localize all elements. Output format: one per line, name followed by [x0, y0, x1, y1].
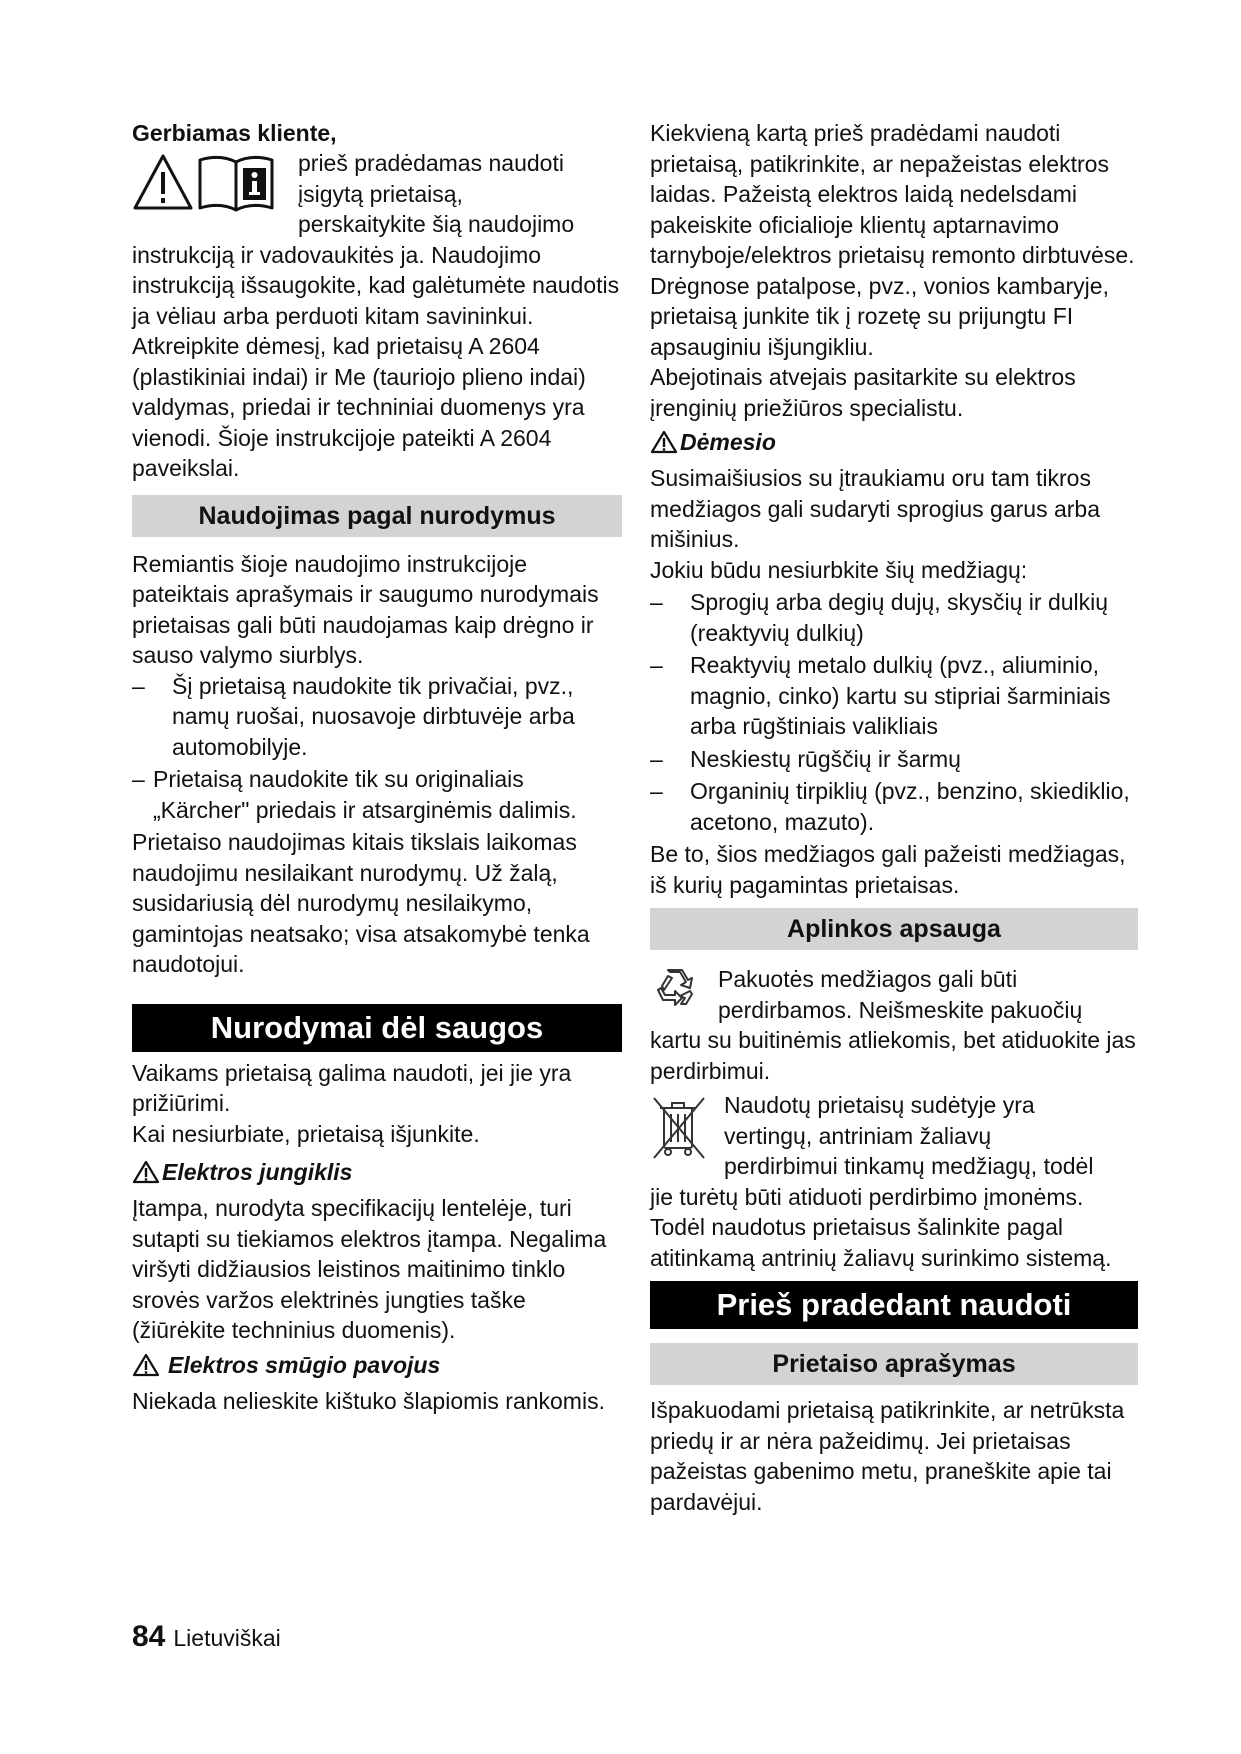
right-column [650, 118, 1138, 1517]
weee-block [650, 1090, 1138, 1182]
misuse-text: Prietaiso naudojimas kitais tikslais laikomas naudojimu nesilaikant nurodymų. Už žalą, susidariusią dėl nurodymų nesilaikymo, gamintojas neatsako; visa atsakomybė tenka naudotojui. [132, 829, 590, 977]
weee-line: vertingų, antriniam žaliavų [724, 1122, 992, 1149]
warning-icon [132, 1160, 160, 1184]
shock-text: Niekada nelieskite kištuko šlapiomis rankomis. [132, 1387, 605, 1414]
no-suck-text: Jokiu būdu nesiurbkite šių medžiagų: [650, 556, 1028, 583]
electrical-heading-text: Elektros jungiklis [162, 1159, 353, 1185]
list-dash: – [650, 589, 663, 615]
list-item [650, 776, 1138, 837]
list-item-text: Reaktyvių metalo dulkių (pvz., aliuminio, magnio, cinko) kartu su stipriai šarminiais arba rūgštiniais valikliais [690, 652, 1111, 739]
list-item-text: Prietaisą naudokite tik su originaliais „Kärcher" priedais ir atsarginėmis dalimis. [153, 766, 577, 823]
footer-language: Lietuviškai [173, 1625, 281, 1651]
crossed-bin-icon [650, 1094, 708, 1162]
list-item [650, 650, 1138, 742]
intro-line: perskaitykite šią naudojimo [298, 211, 575, 237]
list-dash: – [132, 766, 145, 792]
list-item [650, 744, 1138, 775]
recycle-line: perdirbamos. Neišmeskite pakuočių [718, 996, 1083, 1023]
weee-text: jie turėtų būti atiduoti perdirbimo įmonėms. Todėl naudotus prietaisus šalinkite pagal atitinkamą antrinių žaliavų surinkimo sistemą. [650, 1183, 1112, 1271]
intro-line: įsigytą prietaisą, [298, 180, 463, 207]
intro-text: instrukciją ir vadovaukitės ja. Naudojimo instrukciją išsaugokite, kad galėtumėte naudotis ja vėliau arba perduoti kitam savininkui. [132, 241, 620, 329]
page-number: 84 [132, 1620, 166, 1653]
switch-off-text: Kai nesiurbiate, prietaisą išjunkite. [132, 1120, 480, 1147]
greeting: Gerbiamas kliente, [132, 120, 337, 146]
list-dash: – [650, 778, 663, 804]
doubt-text: Abejotinais atvejais pasitarkite su elektros įrenginių priežiūros specialistu. [650, 364, 1076, 421]
list-dash: – [650, 745, 663, 772]
damage-note: Be to, šios medžiagos gali pažeisti medžiagas, iš kurių pagamintas prietaisas. [650, 841, 1126, 898]
recycle-icon [650, 964, 700, 1014]
list-dash: – [132, 672, 145, 699]
attention-text: Susimaišiusios su įtraukiamu oru tam tikros medžiagos gali sudaryti sprogius garus arba mišinius. [650, 465, 1101, 552]
electrical-heading [132, 1157, 622, 1187]
before-use-heading: Prieš pradedant naudoti [650, 1281, 1138, 1329]
shock-heading [132, 1350, 622, 1380]
weee-line: Naudotų prietaisų sudėtyje yra [724, 1092, 1035, 1118]
usage-heading: Naudojimas pagal nurodymus [132, 495, 622, 537]
page-footer [132, 1622, 281, 1653]
list-item [132, 671, 622, 763]
recycle-block [650, 964, 1138, 1025]
attention-heading [650, 427, 1138, 457]
model-note: Atkreipkite dėmesį, kad prietaisų A 2604 (plastikiniai indai) ir Me (tauriojo plieno indai) valdymas, priedai ir techniniai duomenys yra vienodi. Šioje instrukcijoje pateikti A 2604 paveikslai. [132, 333, 586, 481]
warning-and-manual-icon [132, 150, 282, 216]
left-column [132, 118, 622, 1416]
list-item-text: Sprogių arba degių dujų, skysčių ir dulkių (reaktyvių dulkių) [690, 589, 1109, 646]
warning-icon [132, 1353, 160, 1377]
weee-line: perdirbimui tinkamų medžiagų, todėl [724, 1153, 1094, 1179]
intro-line: prieš pradėdamas naudoti [298, 150, 564, 176]
list-dash: – [650, 652, 663, 678]
safety-heading: Nurodymai dėl saugos [132, 1004, 622, 1052]
description-heading: Prietaiso aprašymas [650, 1343, 1138, 1385]
list-item-text: Šį prietaisą naudokite tik privačiai, pvz., namų ruošai, nuosavoje dirbtuvėje arba automobilyje. [172, 672, 575, 760]
usage-text: Remiantis šioje naudojimo instrukcijoje pateiktais aprašymais ir saugumo nurodymais prietaisas gali būti naudojamas kaip drėgno ir sauso valymo siurblys. [132, 550, 599, 668]
description-text: Išpakuodami prietaisą patikrinkite, ar netrūksta priedų ir ar nėra pažeidimų. Jei prietaisas pažeistas gabenimo metu, praneškite apie tai pardavėjui. [650, 1397, 1125, 1515]
warning-icon [650, 430, 678, 454]
recycle-text: kartu su buitinėmis atliekomis, bet atiduokite jas perdirbimui. [650, 1027, 1136, 1084]
attention-heading-text: Dėmesio [680, 429, 776, 455]
children-text: Vaikams prietaisą galima naudoti, jei jie yra prižiūrimi. [132, 1059, 572, 1116]
cable-check-text: Kiekvieną kartą prieš pradėdami naudoti prietaisą, patikrinkite, ar nepažeistas elektros laidas. Pažeistą elektros laidą nedelsdami pakeiskite oficialioje klientų aptarnavimo tarnyboje/elektros prietaisų remonto dirbtuvėse. [650, 120, 1135, 268]
intro-block [132, 148, 622, 240]
electrical-text: Įtampa, nurodyta specifikacijų lentelėje, turi sutapti su tiekiamos elektros įtampa. Negalima viršyti didžiausios leistinos maitinimo tinklo srovės varžos elektrinės jungties taške (žiūrėkite techninius duomenis). [132, 1195, 607, 1343]
shock-heading-text: Elektros smūgio pavojus [168, 1351, 441, 1378]
damp-rooms-text: Drėgnose patalpose, pvz., vonios kambaryje, prietaisą junkite tik į rozetę su prijungtu FI apsauginiu išjungikliu. [650, 272, 1109, 360]
list-item-text: Organinių tirpiklių (pvz., benzino, skiediklio, acetono, mazuto). [690, 778, 1130, 835]
recycle-line: Pakuotės medžiagos gali būti [718, 966, 1018, 992]
list-item [132, 764, 622, 825]
list-item [650, 587, 1138, 648]
env-heading: Aplinkos apsauga [650, 908, 1138, 950]
list-item-text: Neskiestų rūgščių ir šarmų [690, 745, 961, 772]
